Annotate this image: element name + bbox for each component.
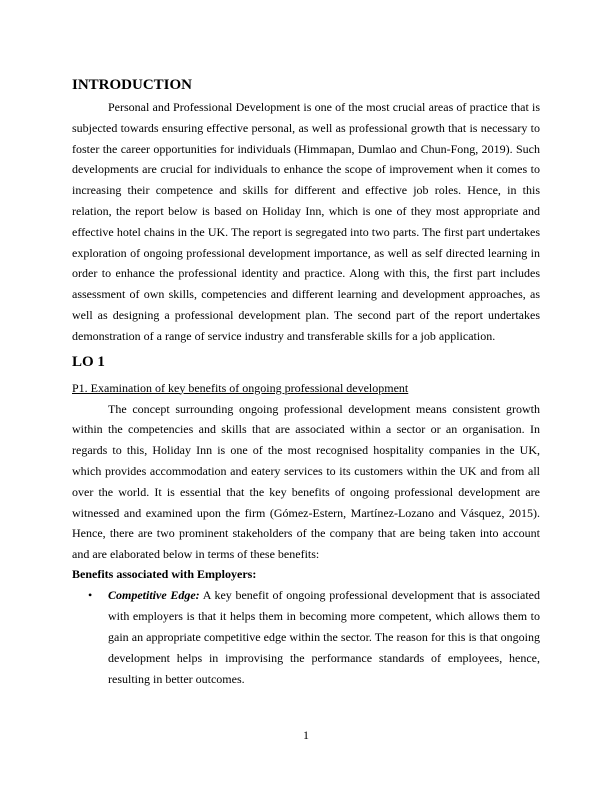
lo1-heading: LO 1 (72, 353, 105, 370)
introduction-paragraph (72, 97, 540, 347)
bullet-icon: • (88, 587, 93, 602)
bullet-text: A key benefit of ongoing professional development that is associated with employers is that it helps them in becoming more competent, which allows them to gain an appropriate competitive edge within the sector. The reason for this is that ongoing development helps in improvising the performance standards of employees, hence, resulting in better outcomes. (108, 587, 540, 686)
list-item (72, 585, 540, 690)
document-page (72, 76, 540, 690)
bullet-title: Competitive Edge: (108, 587, 200, 602)
employers-benefits-heading: Benefits associated with Employers: (72, 566, 257, 581)
p1-paragraph: The concept surrounding ongoing professional development means consistent growth within the competencies and skills that are associated within a sector or an organisation. In regards to this, Holiday Inn is one of the most recognised hospitality companies in the UK, which provides accommodation and eatery services to its customers within the UK and from all over the world. It is essential that the key benefits of ongoing professional development are witnessed and examined upon the firm (Gómez-Estern, Martínez-Lozano and Vásquez, 2015). Hence, there are two prominent stakeholders of the company that are being taken into account and are elaborated below in terms of these benefits: (72, 401, 540, 562)
introduction-heading: INTRODUCTION (72, 77, 193, 93)
introduction-paragraph-part2: The first part undertakes exploration of ongoing professional development importance, as well as self directed learning in order to enhance the professional identity and practice. Along with this, the first part includes assessment of own skills, competencies and different learning and development approaches, as well as designing a professional development plan. The second part of the report undertakes demonstration of a range of service industry and transferable skills for a job application. (72, 224, 540, 343)
introduction-paragraph-part1: Personal and Professional Development is one of the most crucial areas of practice that is subjected towards ensuring effective personal, as well as professional growth that is necessary to foster the career opportunities for individuals (Himmapan, Dumlao and Chun-Fong, 2019). Such developments are crucial for individuals to enhance the scope of improvement when it comes to increasing their competence and skills for different and effective job roles. Hence, in this relation, the report below is based on Holiday Inn, which is one of they most appropriate and effective hotel chains in the UK. The report is segregated into two parts. (72, 100, 540, 239)
benefits-list (72, 585, 540, 690)
p1-subheading: P1. Examination of key benefits of ongoing professional development (72, 380, 409, 395)
page-number: 1 (303, 728, 309, 742)
